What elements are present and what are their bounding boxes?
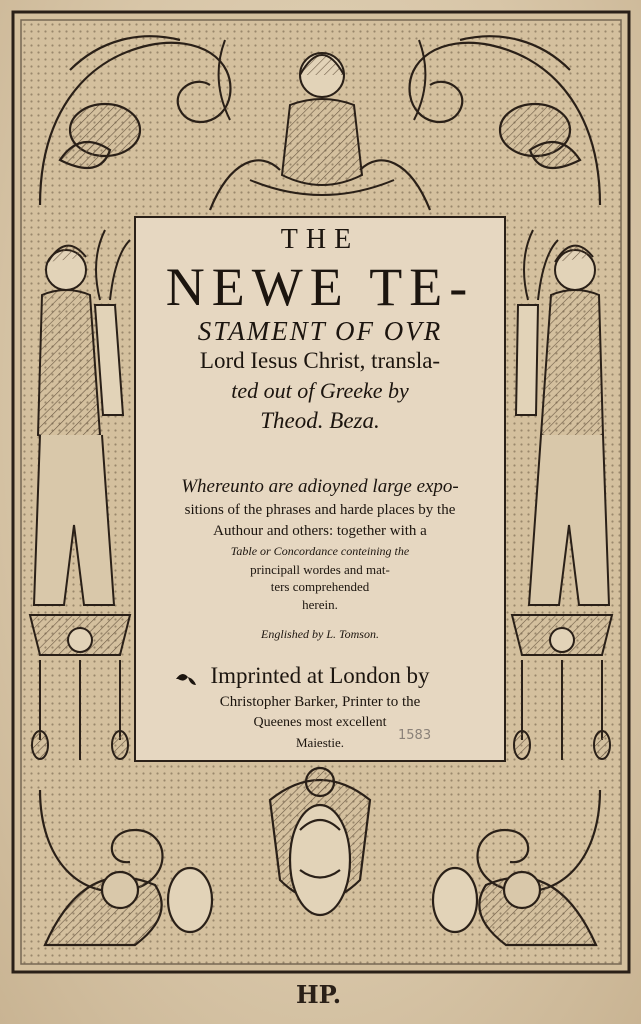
subtitle-principall: principall wordes and mat- xyxy=(250,562,390,577)
subtitle-sitions: sitions of the phrases and harde places by the xyxy=(184,502,456,518)
subtitle-ters: ters comprehended xyxy=(270,579,370,594)
title-panel xyxy=(134,216,506,762)
pencil-note: 1583 xyxy=(398,728,432,743)
subtitle-table: Table or Concordance conteining the xyxy=(230,544,410,558)
queenes-line: Queenes most excellent xyxy=(253,715,387,730)
title-stament: STAMENT OF OVR xyxy=(197,316,443,346)
printer-line: Christopher Barker, Printer to the xyxy=(219,694,421,710)
title-the: THE xyxy=(280,224,360,255)
subtitle-where: Whereunto are adioyned large expo- xyxy=(181,476,459,497)
title-lord: Lord Iesus Christ, transla- xyxy=(199,348,441,373)
maiestie-line: Maiestie. xyxy=(295,735,344,750)
subtitle-authour: Authour and others: together with a xyxy=(213,523,427,539)
imprint-line: Imprinted at London by xyxy=(210,663,430,688)
title-newe: NEWE TE- xyxy=(165,257,475,317)
subtitle-herein: herein. xyxy=(302,597,338,612)
monogram-mark: HP. xyxy=(296,980,342,1009)
title-ted: ted out of Greeke by xyxy=(231,378,409,403)
title-theod: Theod. Beza. xyxy=(260,408,380,433)
translator-line: Englished by L. Tomson. xyxy=(261,627,379,641)
